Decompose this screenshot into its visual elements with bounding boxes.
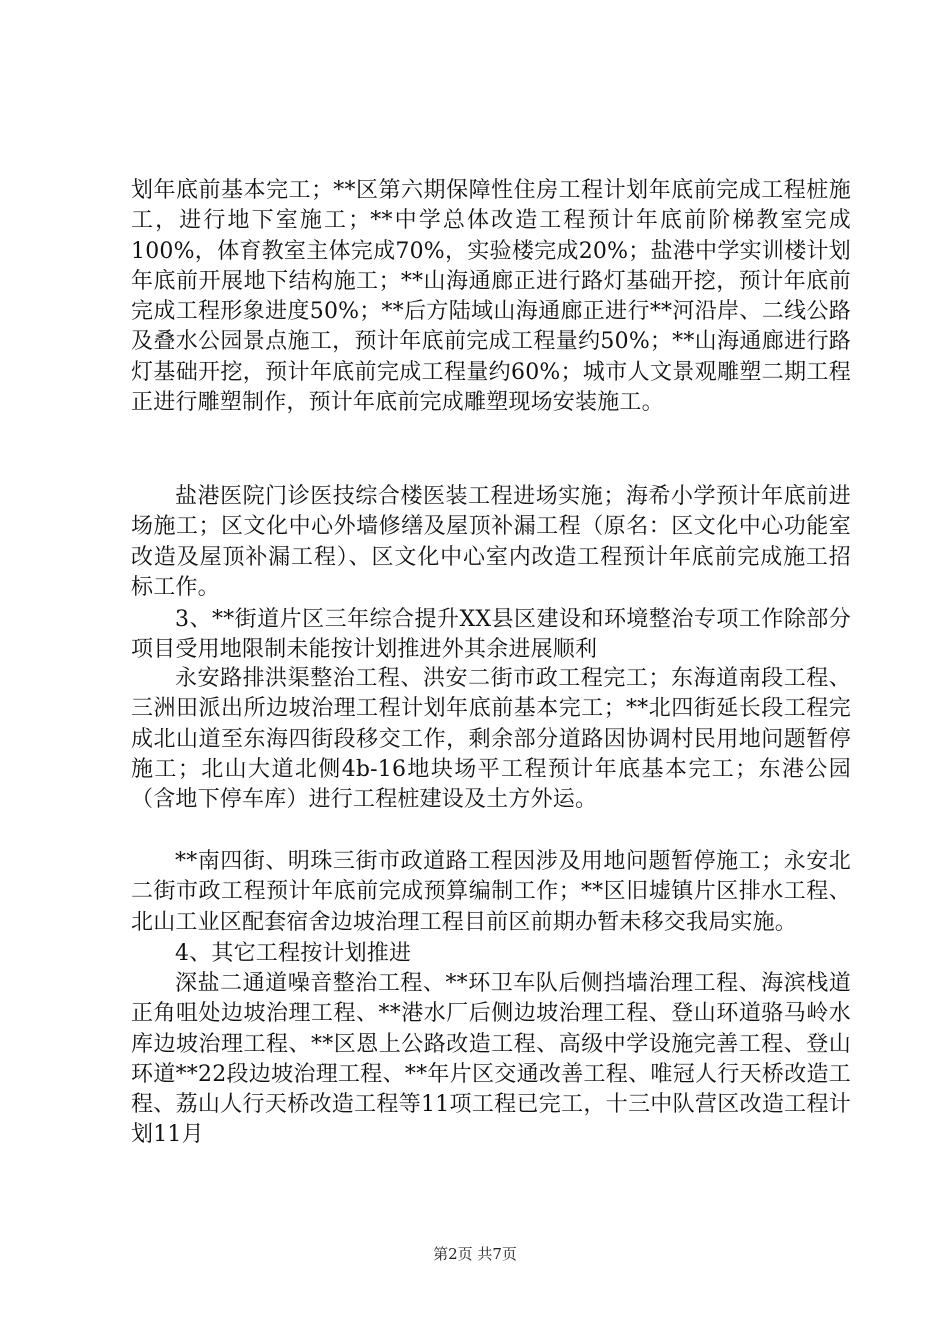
page-number-footer: 第2页 共7页	[433, 1245, 517, 1263]
paragraph-suspended-works: **南四街、明珠三街市政道路工程因涉及用地问题暂停施工；永安北二街市政工程预计年底前完成预算编制工作；**区旧墟镇片区排水工程、北山工业区配套宿舍边坡治理工程目前区前期办暂未移交我局实施。	[131, 849, 851, 935]
paragraph-other-works: 深盐二通道噪音整治工程、**环卫车队后侧挡墙治理工程、海滨栈道正角咀处边坡治理工程、**港水厂后侧边坡治理工程、登山环道骆马岭水库边坡治理工程、**区恩上公路改造工程、高级中学设施完善工程、登山环道**22段边坡治理工程、**年片区交通改善工程、唯冠人行天桥改造工程、荔山人行天桥改造工程等11项工程已完工，十三中队营区改造工程计划11月	[131, 971, 851, 1148]
paragraph-road-works: 永安路排洪渠整治工程、洪安二街市政工程完工；东海道南段工程、三洲田派出所边坡治理工程计划年底前基本完工；**北四街延长段工程完成北山道至东海四街段移交工作，剩余部分道路因协调村民用地问题暂停施工；北山大道北侧4b-16地块场平工程预计年底基本完工；东港公园（含地下停车库）进行工程桩建设及土方外运。	[131, 666, 851, 813]
paragraph-section-3-heading: 3、**街道片区三年综合提升XX县区建设和环境整治专项工作除部分项目受用地限制未能按计划推进外其余进展顺利	[131, 607, 851, 663]
paragraph-section-4-heading: 4、其它工程按计划推进	[175, 941, 412, 966]
paragraph-hospital-school: 盐港医院门诊医技综合楼医装工程进场实施；海希小学预计年底前进场施工；区文化中心外墙修缮及屋顶补漏工程（原名：区文化中心功能室改造及屋顶补漏工程）、区文化中心室内改造工程预计年底前完成施工招标工作。	[131, 484, 851, 600]
paragraph-progress-summary: 划年底前基本完工；**区第六期保障性住房工程计划年底前完成工程桩施工，进行地下室施工；**中学总体改造工程预计年底前阶梯教室完成100%，体育教室主体完成70%，实验楼完成20%；盐港中学实训楼计划年底前开展地下结构施工；**山海通廊正进行路灯基础开挖，预计年底前完成工程形象进度50%；**后方陆域山海通廊正进行**河沿岸、二线公路及叠水公园景点施工，预计年底前完成工程量约50%；**山海通廊进行路灯基础开挖，预计年底前完成工程量约60%；城市人文景观雕塑二期工程正进行雕塑制作，预计年底前完成雕塑现场安装施工。	[131, 178, 851, 416]
